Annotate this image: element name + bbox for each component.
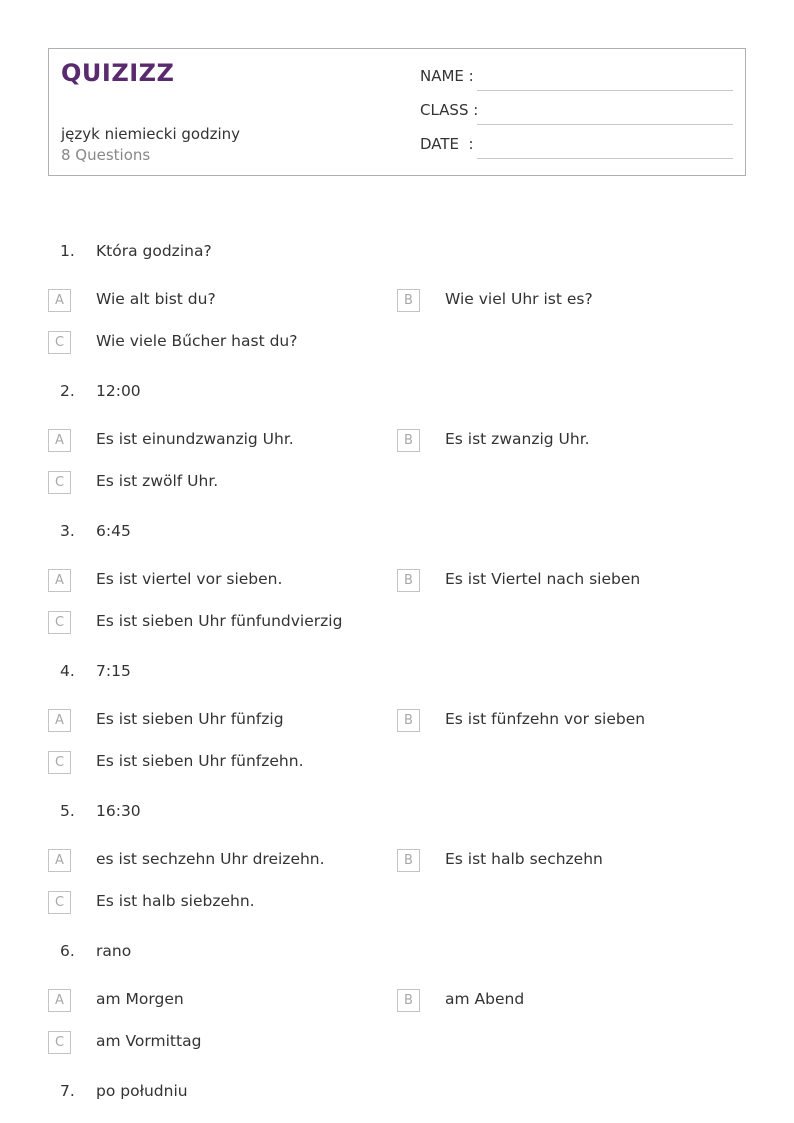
option-letter: A [48, 849, 71, 872]
class-field[interactable] [420, 101, 733, 125]
option-text: Es ist fünfzehn vor sieben [445, 710, 646, 728]
option-text: Es ist einundzwanzig Uhr. [96, 430, 294, 448]
question-7 [0, 1082, 794, 1106]
worksheet-title: język niemiecki godziny [61, 125, 241, 143]
question-count: 8 Questions [61, 146, 151, 164]
question-text: 16:30 [96, 802, 141, 820]
option-text: Wie alt bist du? [96, 290, 216, 308]
question-2 [0, 382, 794, 406]
option-text: Es ist zwanzig Uhr. [445, 430, 590, 448]
question-text: Która godzina? [96, 242, 212, 260]
question-text: 7:15 [96, 662, 131, 680]
question-number: 6. [60, 942, 75, 960]
option-text: Es ist sieben Uhr fünfundvierzig [96, 612, 343, 630]
option-b[interactable] [397, 569, 727, 593]
question-text: 12:00 [96, 382, 141, 400]
option-a[interactable] [48, 989, 378, 1013]
option-c[interactable] [48, 891, 378, 915]
option-c[interactable] [48, 331, 378, 355]
option-text: am Vormittag [96, 1032, 202, 1050]
option-a[interactable] [48, 569, 378, 593]
option-letter: B [397, 709, 420, 732]
option-letter: A [48, 429, 71, 452]
question-3 [0, 522, 794, 546]
option-c[interactable] [48, 471, 378, 495]
option-text: Wie viel Uhr ist es? [445, 290, 593, 308]
question-number: 1. [60, 242, 75, 260]
question-number: 2. [60, 382, 75, 400]
option-letter: B [397, 849, 420, 872]
option-letter: A [48, 989, 71, 1012]
class-label: CLASS : [420, 101, 479, 119]
option-text: am Abend [445, 990, 525, 1008]
question-text: 6:45 [96, 522, 131, 540]
option-text: Es ist zwölf Uhr. [96, 472, 219, 490]
date-line[interactable] [477, 158, 733, 159]
question-text: rano [96, 942, 132, 960]
option-letter: A [48, 289, 71, 312]
option-text: Es ist viertel vor sieben. [96, 570, 283, 588]
option-b[interactable] [397, 849, 727, 873]
question-text: po południu [96, 1082, 188, 1100]
option-c[interactable] [48, 751, 378, 775]
option-text: Es ist sieben Uhr fünfzig [96, 710, 284, 728]
option-letter: C [48, 891, 71, 914]
question-number: 5. [60, 802, 75, 820]
name-line[interactable] [477, 90, 733, 91]
option-text: es ist sechzehn Uhr dreizehn. [96, 850, 325, 868]
question-number: 7. [60, 1082, 75, 1100]
question-5 [0, 802, 794, 826]
option-letter: C [48, 611, 71, 634]
option-letter: C [48, 331, 71, 354]
class-line[interactable] [477, 124, 733, 125]
option-text: Es ist halb sechzehn [445, 850, 603, 868]
option-a[interactable] [48, 429, 378, 453]
option-c[interactable] [48, 611, 378, 635]
option-text: am Morgen [96, 990, 184, 1008]
name-label: NAME : [420, 67, 474, 85]
option-letter: B [397, 989, 420, 1012]
option-letter: B [397, 289, 420, 312]
date-field[interactable] [420, 135, 733, 159]
quizizz-logo: QUIZIZZ [61, 59, 175, 87]
option-text: Es ist sieben Uhr fünfzehn. [96, 752, 304, 770]
question-number: 3. [60, 522, 75, 540]
question-6 [0, 942, 794, 966]
option-letter: A [48, 709, 71, 732]
option-b[interactable] [397, 289, 727, 313]
option-c[interactable] [48, 1031, 378, 1055]
option-letter: C [48, 751, 71, 774]
option-letter: C [48, 1031, 71, 1054]
option-a[interactable] [48, 289, 378, 313]
name-field[interactable] [420, 67, 733, 91]
question-4 [0, 662, 794, 686]
option-letter: A [48, 569, 71, 592]
option-b[interactable] [397, 989, 727, 1013]
option-text: Es ist halb siebzehn. [96, 892, 255, 910]
question-number: 4. [60, 662, 75, 680]
date-label: DATE : [420, 135, 474, 153]
option-text: Wie viele Bűcher hast du? [96, 332, 298, 350]
question-1 [0, 242, 794, 266]
option-letter: B [397, 429, 420, 452]
option-a[interactable] [48, 849, 378, 873]
worksheet-header [48, 48, 746, 176]
option-text: Es ist Viertel nach sieben [445, 570, 641, 588]
option-b[interactable] [397, 709, 727, 733]
option-letter: B [397, 569, 420, 592]
option-a[interactable] [48, 709, 378, 733]
option-b[interactable] [397, 429, 727, 453]
option-letter: C [48, 471, 71, 494]
